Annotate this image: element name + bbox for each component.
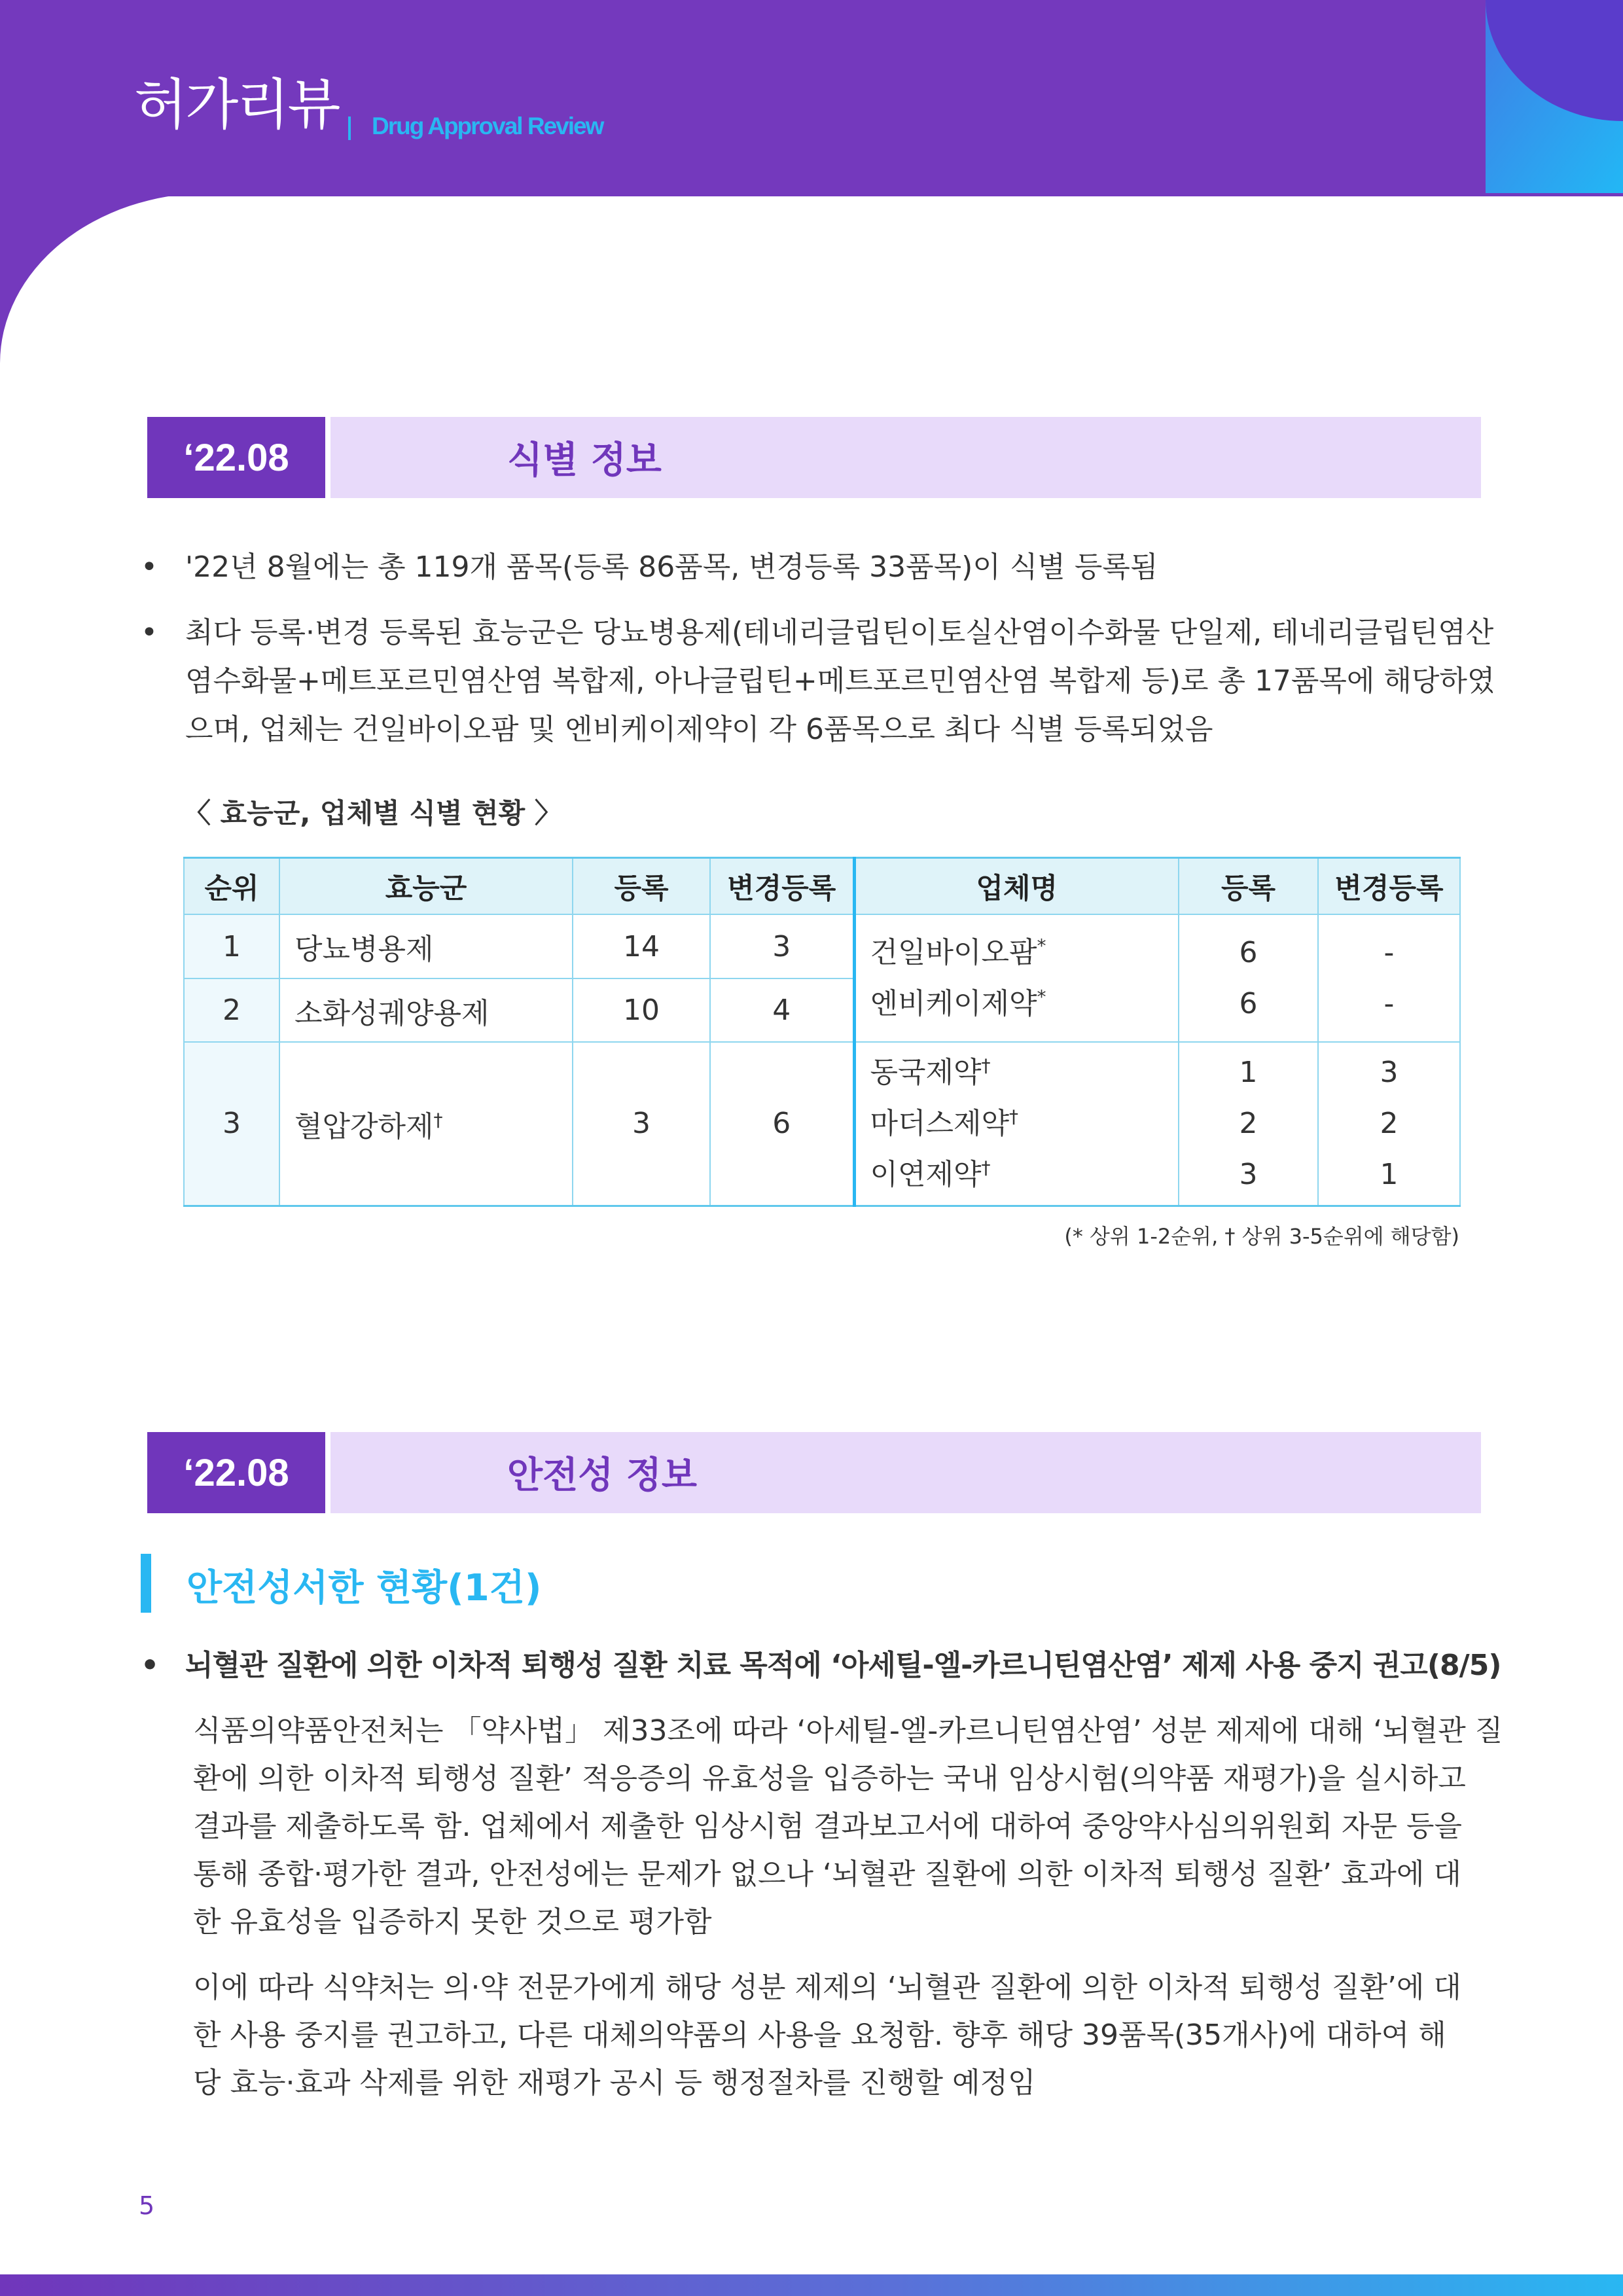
section-safety-header <box>147 1432 1481 1513</box>
paragraph: 이에 따라 식약처는 의·약 전문가에게 해당 성분 제제의 ‘뇌혈관 질환에 의한 이차적 퇴행성 질환’에 대 한 사용 중지를 권고하고, 다른 대체의약품의 사용을 요청함. 향후 해당 39품목(35개사)에 대하여 해 당 효능·효과 삭제를 위한 재평가 공시 등 행정절차를 진행할 예정임 <box>193 1971 1461 2100</box>
table-note: (* 상위 1-2순위, † 상위 3-5순위에 해당함) <box>1064 1224 1459 1249</box>
reg-cell: 14 <box>573 914 710 978</box>
page-number: 5 <box>139 2191 155 2220</box>
company-chg-cell <box>1318 914 1460 1042</box>
header-separator <box>348 117 351 140</box>
company-reg-cell <box>1179 914 1318 1042</box>
value: 6 <box>1239 986 1258 1020</box>
table-row <box>184 1042 1460 1206</box>
bullet-text: 최다 등록·변경 등록된 효능군은 당뇨병용제(테네리글립틴이토실산염이수화물 단일제, 테네리글립틴염산 염수화물+메트포르민염산염 복합제, 아나글립틴+메트포르민염산염 복합제 등)로 총 17품목에 해당하였 으며, 업체는 건일바이오팜 및 엔비케이제약이 각 6품목으로 최다 식별 등록되었음 <box>185 616 1495 746</box>
reg-cell: 10 <box>573 978 710 1042</box>
col-header: 순위 <box>184 858 279 915</box>
value: 6 <box>1239 935 1258 969</box>
col-header: 등록 <box>1179 858 1318 915</box>
company-name: 마더스제약 <box>870 1106 1010 1140</box>
section-title <box>330 417 1481 498</box>
section-title-text: 식별 정보 <box>507 439 662 482</box>
page-header <box>0 0 1623 367</box>
reg-cell: 3 <box>573 1042 710 1206</box>
col-header: 효능군 <box>279 858 573 915</box>
company-name: 엔비케이제약 <box>870 986 1037 1020</box>
company-chg-cell <box>1318 1042 1460 1206</box>
chg-cell: 6 <box>710 1042 854 1206</box>
value: 2 <box>1239 1106 1258 1140</box>
value: 3 <box>1239 1157 1258 1191</box>
header-background <box>0 0 1623 367</box>
value: - <box>1383 986 1395 1020</box>
section-identification-header <box>147 417 1481 498</box>
company-name: 이연제약 <box>870 1157 982 1191</box>
chg-cell: 3 <box>710 914 854 978</box>
value: 1 <box>1239 1055 1258 1089</box>
company-reg-cell <box>1179 1042 1318 1206</box>
rank-cell: 3 <box>184 1042 279 1206</box>
table-header-row <box>184 858 1460 915</box>
group-cell <box>279 1042 573 1206</box>
value: - <box>1383 935 1395 969</box>
bullet-text: 뇌혈관 질환에 의한 이차적 퇴행성 질환 치료 목적에 ‘아세틸-엘-카르니틴염산염’ 제제 사용 중지 권고(8/5) <box>185 1649 1501 1682</box>
col-header: 등록 <box>573 858 710 915</box>
rank-cell: 1 <box>184 914 279 978</box>
header-subtitle: Drug Approval Review <box>372 113 603 139</box>
mark: * <box>1037 985 1046 1007</box>
identification-table <box>183 857 1459 1207</box>
mark: † <box>981 1054 991 1077</box>
header-title: 허가리뷰 <box>134 73 339 137</box>
mark: † <box>1009 1105 1019 1128</box>
table-row <box>184 914 1460 978</box>
company-name: 건일바이오팜 <box>870 935 1037 969</box>
table-caption: 〈 효능군, 업체별 식별 현황 〉 <box>183 797 562 829</box>
bullet-dot: • <box>141 616 158 649</box>
footer-bar <box>0 2274 1623 2296</box>
mark: † <box>433 1109 443 1131</box>
value: 2 <box>1380 1106 1399 1140</box>
company-name: 동국제약 <box>870 1055 982 1089</box>
section-date: ‘22.08 <box>147 1432 325 1513</box>
col-header: 변경등록 <box>710 858 854 915</box>
group-cell: 소화성궤양용제 <box>279 978 573 1042</box>
section-title-text: 안전성 정보 <box>507 1454 697 1497</box>
subsection-marker <box>141 1554 151 1613</box>
rank-cell: 2 <box>184 978 279 1042</box>
bullet-text: '22년 8월에는 총 119개 품목(등록 86품목, 변경등록 33품목)이 식별 등록됨 <box>185 550 1158 584</box>
mark: † <box>981 1157 991 1179</box>
mark: * <box>1037 934 1046 956</box>
section-date: ‘22.08 <box>147 417 325 498</box>
col-header: 변경등록 <box>1318 858 1460 915</box>
chg-cell: 4 <box>710 978 854 1042</box>
paragraph: 식품의약품안전처는 「약사법」 제33조에 따라 ‘아세틸-엘-카르니틴염산염’ 성분 제제에 대해 ‘뇌혈관 질 환에 의한 이차적 퇴행성 질환’ 적응증의 유효성을 입증하는 국내 임상시험(의약품 재평가)을 실시하고 결과를 제출하도록 함. 업체에서 제출한 임상시험 결과보고서에 대하여 중앙약사심의위원회 자문 등을 통해 종합·평가한 결과, 안전성에는 문제가 없으나 ‘뇌혈관 질환에 의한 이차적 퇴행성 질환’ 효과에 대 한 유효성을 입증하지 못한 것으로 평가함 <box>193 1714 1503 1939</box>
group-cell: 당뇨병용제 <box>279 914 573 978</box>
col-header: 업체명 <box>854 858 1179 915</box>
value: 3 <box>1380 1055 1399 1089</box>
company-cell <box>854 1042 1179 1206</box>
company-cell <box>854 914 1179 1042</box>
bullet-dot: • <box>141 1649 160 1682</box>
section-title <box>330 1432 1481 1513</box>
subsection-title: 안전성서한 현황(1건) <box>187 1567 542 1609</box>
value: 1 <box>1380 1157 1399 1191</box>
group-name: 혈압강하제 <box>294 1109 434 1143</box>
bullet-dot: • <box>141 550 158 584</box>
